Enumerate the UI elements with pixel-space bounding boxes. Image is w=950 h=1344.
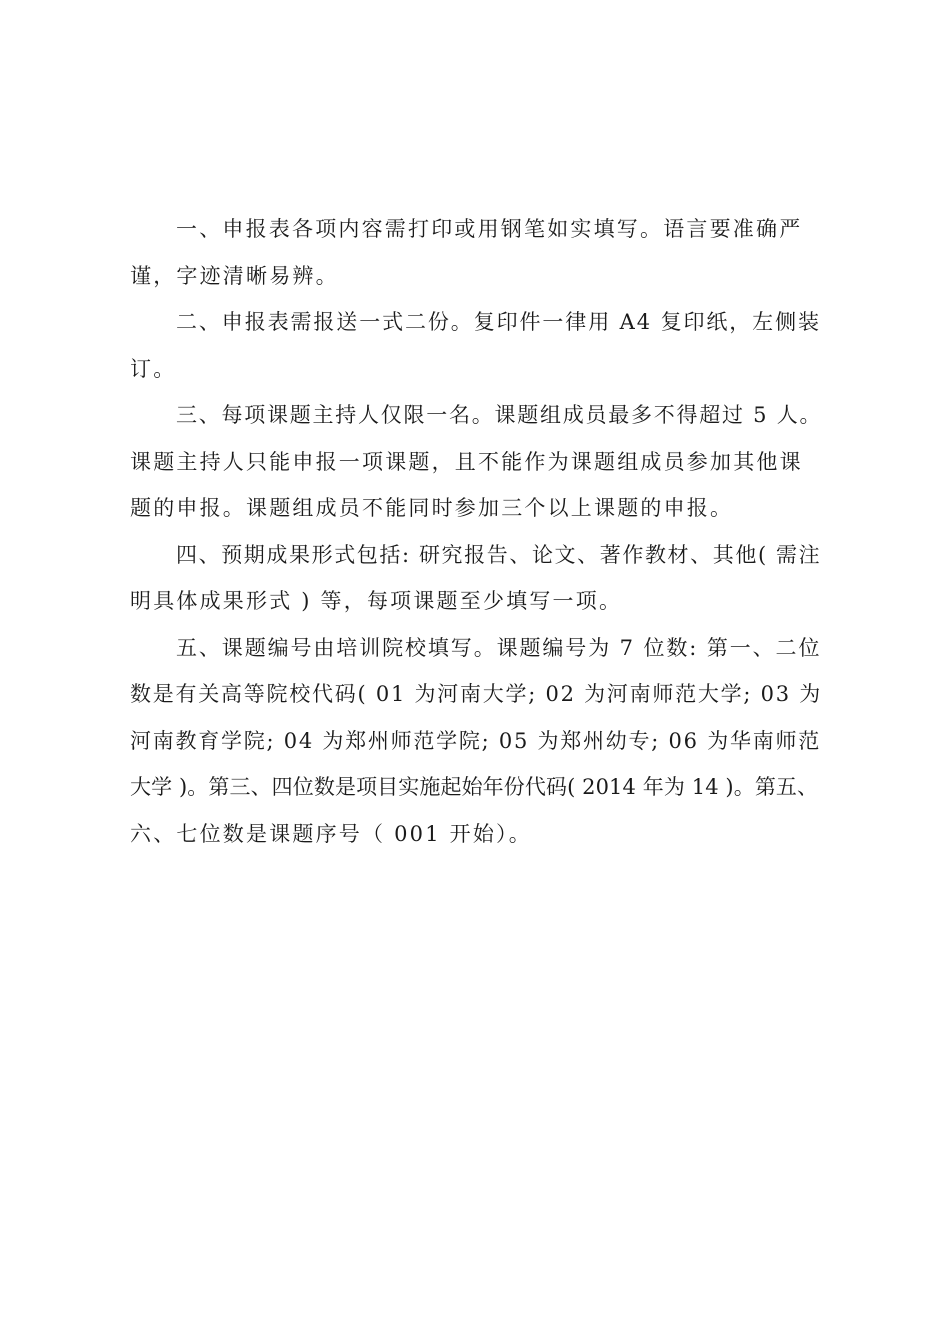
instruction-paragraph-4 (130, 532, 822, 625)
paragraph-line: 订。 (130, 356, 177, 381)
instruction-paragraph-3 (130, 392, 822, 532)
paragraph-line: 一、申报表各项内容需打印或用钢笔如实填写。语言要准确严 (176, 217, 803, 241)
instructions-body (130, 206, 822, 857)
paragraph-line: 三、每项课题主持人仅限一名。课题组成员最多不得超过 5 人。 (176, 403, 823, 427)
instruction-paragraph-1 (130, 206, 822, 299)
paragraph-line: 河南教育学院; 04 为郑州师范学院; 05 为郑州幼专; 06 为华南师范 (130, 728, 821, 753)
paragraph-line: 课题主持人只能申报一项课题，且不能作为课题组成员参加其他课 (130, 449, 803, 474)
paragraph-line: 五、课题编号由培训院校填写。课题编号为 7 位数: 第一、二位 (176, 635, 822, 660)
paragraph-line: 谨，字迹清晰易辨。 (130, 263, 339, 288)
paragraph-line: 题的申报。课题组成员不能同时参加三个以上课题的申报。 (130, 496, 734, 520)
paragraph-line: 六、七位数是课题序号（ 001 开始）。 (130, 821, 532, 846)
paragraph-line: 四、预期成果形式包括: 研究报告、论文、著作教材、其他( 需注 (176, 542, 822, 567)
instruction-paragraph-2 (130, 299, 822, 392)
paragraph-line: 数是有关高等院校代码( 01 为河南大学; 02 为河南师范大学; 03 为 (130, 682, 823, 706)
paragraph-line: 明具体成果形式 ) 等，每项课题至少填写一项。 (130, 589, 623, 613)
instruction-paragraph-5 (130, 625, 822, 858)
paragraph-line: 二、申报表需报送一式二份。复印件一律用 A4 复印纸，左侧装 (176, 310, 821, 334)
paragraph-line: 大学 )。第三、四位数是项目实施起始年份代码( 2014 年为 14 )。第五、 (130, 775, 819, 799)
